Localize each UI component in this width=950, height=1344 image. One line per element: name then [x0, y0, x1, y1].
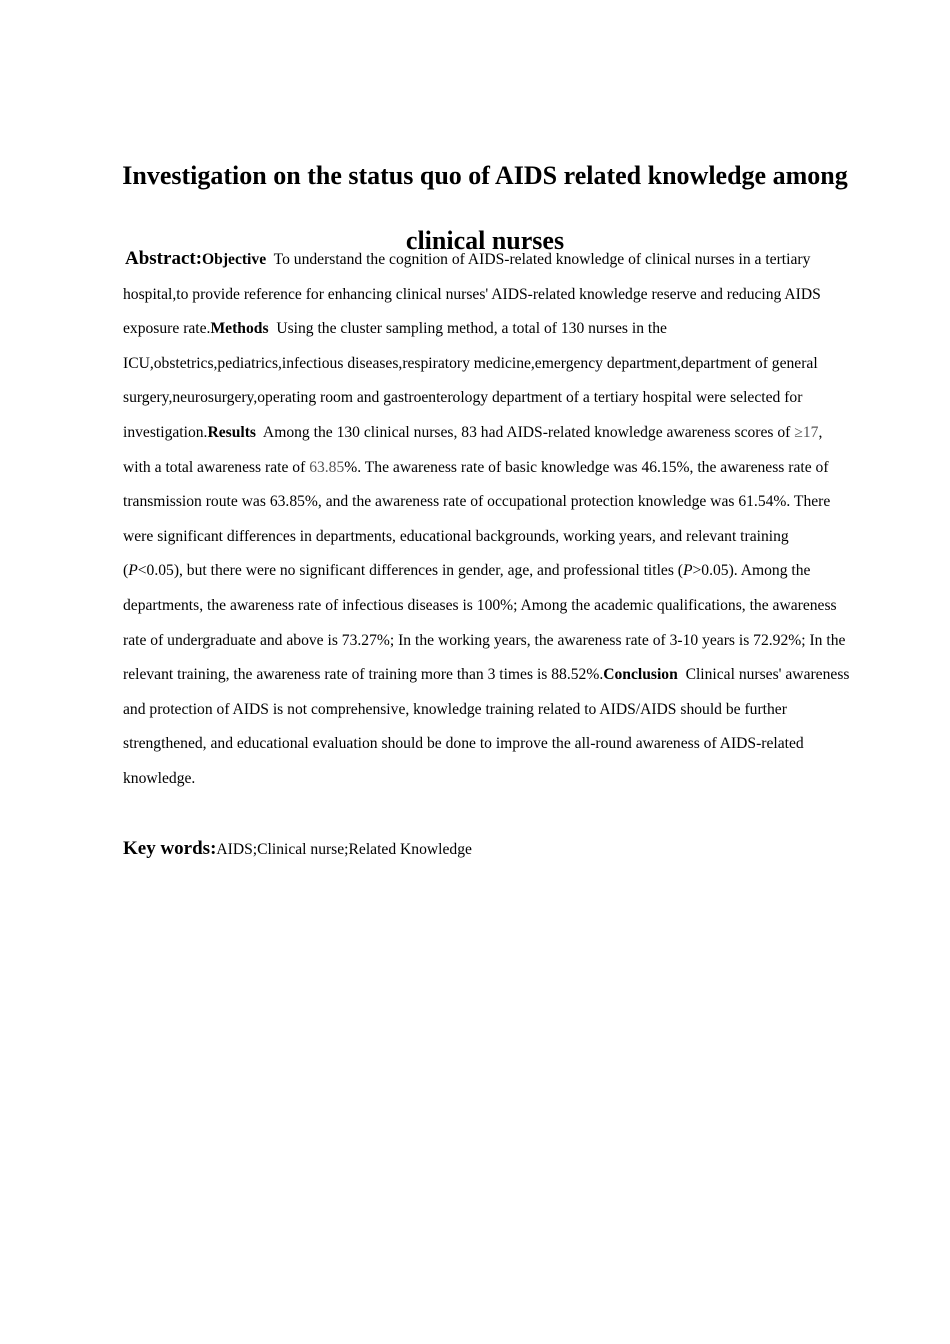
results-total-rate: 63.85 — [309, 458, 345, 476]
methods-label: Methods — [210, 320, 269, 338]
paper-title-line-1: Investigation on the status quo of AIDS related knowledge among — [122, 161, 848, 191]
keywords-label: Key words: — [123, 838, 217, 859]
results-text-3: %. The awareness rate of basic knowledge was 46.15%, the awareness rate of transmission route was 63.85%, and the awareness rate of occupational protection knowledge was 61.54%. There were significant differences in departments, educational backgrounds, working years, and relevant training ( — [123, 458, 831, 580]
keywords-line — [123, 832, 851, 867]
results-text-2: , with a total awareness rate of — [123, 423, 823, 476]
objective-text: To understand the cognition of AIDS-related knowledge of clinical nurses in a tertiary hospital,to provide reference for enhancing clinical nurses' AIDS-related knowledge reserve and reducing AIDS exposure rate. — [123, 251, 825, 338]
objective-label: Objective — [202, 251, 267, 268]
p-value-symbol: P — [682, 562, 693, 580]
results-text-5: >0.05). Among the departments, the awareness rate of infectious diseases is 100%; Among the academic qualifications, the awareness rate of undergraduate and above is 73.27%; In the working years, the awareness rate of 3-10 years is 72.92%; In the relevant training, the awareness rate of training more than 3 times is 88.52%. — [123, 562, 846, 684]
methods-text: Using the cluster sampling method, a total of 130 nurses in the ICU,obstetrics,pediatrics,infectious diseases,respiratory medicine,emergency department,department of general surgery,neurosurgery,operating room and gastroenterology department of a tertiary hospital were selected for investigation. — [123, 320, 822, 441]
results-text-4: <0.05), but there were no significant differences in gender, age, and professional titles ( — [137, 562, 683, 580]
results-text-1: Among the 130 clinical nurses, 83 had AIDS-related knowledge awareness scores of — [256, 423, 795, 441]
paper-title-line-2: clinical nurses — [405, 226, 565, 256]
conclusion-label: Conclusion — [603, 666, 678, 684]
results-label: Results — [207, 423, 256, 441]
keywords-text: AIDS;Clinical nurse;Related Knowledge — [216, 841, 472, 858]
conclusion-text: Clinical nurses' awareness and protection of AIDS is not comprehensive, knowledge training related to AIDS/AIDS should be further strengthened, and educational evaluation should be done to improve the all-round awareness of AIDS-related knowledge. — [123, 666, 854, 787]
abstract-label: Abstract: — [125, 248, 203, 269]
abstract-paragraph — [123, 242, 854, 797]
results-score-threshold: ≥17 — [794, 423, 819, 441]
p-value-symbol: P — [128, 562, 138, 580]
